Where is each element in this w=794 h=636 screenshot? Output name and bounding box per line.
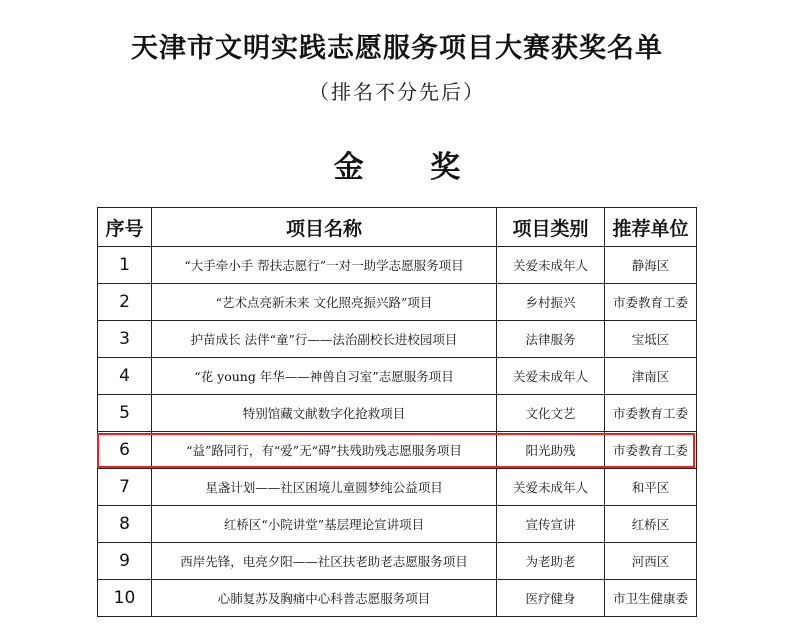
award-table <box>97 207 697 617</box>
table-row <box>98 580 697 617</box>
row-unit: 静海区 <box>605 247 697 284</box>
table-row <box>98 543 697 580</box>
row-project-name: 护苗成长 法伴“童”行——法治副校长进校园项目 <box>152 321 497 358</box>
table-row <box>98 358 697 395</box>
document-subtitle: （排名不分先后） <box>309 80 485 104</box>
header-recommending-unit: 推荐单位 <box>605 208 697 247</box>
table-row <box>98 284 697 321</box>
table-row <box>98 321 697 358</box>
row-unit: 市委教育工委 <box>605 432 697 469</box>
row-unit: 宝坻区 <box>605 321 697 358</box>
row-number: 3 <box>98 321 152 358</box>
row-project-name: 星盏计划——社区困境儿童圆梦纯公益项目 <box>152 469 497 506</box>
row-project-name: “艺术点亮新未来 文化照亮振兴路”项目 <box>152 284 497 321</box>
row-number: 8 <box>98 506 152 543</box>
row-number: 5 <box>98 395 152 432</box>
table-header-row <box>98 208 697 247</box>
row-category: 宣传宣讲 <box>497 506 605 543</box>
row-number: 7 <box>98 469 152 506</box>
document-title: 天津市文明实践志愿服务项目大赛获奖名单 <box>131 33 663 64</box>
row-project-name: 红桥区“小院讲堂”基层理论宣讲项目 <box>152 506 497 543</box>
row-number: 4 <box>98 358 152 395</box>
row-project-name: “益”路同行，有“爱”无“碍”扶残助残志愿服务项目 <box>152 432 497 469</box>
row-category: 关爱未成年人 <box>497 247 605 284</box>
row-category: 关爱未成年人 <box>497 358 605 395</box>
row-project-name: 心肺复苏及胸痛中心科普志愿服务项目 <box>152 580 497 617</box>
row-category: 乡村振兴 <box>497 284 605 321</box>
row-unit: 市委教育工委 <box>605 284 697 321</box>
row-unit: 红桥区 <box>605 506 697 543</box>
row-unit: 市委教育工委 <box>605 395 697 432</box>
row-category: 关爱未成年人 <box>497 469 605 506</box>
row-project-name: “大手牵小手 帮扶志愿行”一对一助学志愿服务项目 <box>152 247 497 284</box>
row-number: 1 <box>98 247 152 284</box>
row-number: 6 <box>98 432 152 469</box>
row-category: 文化文艺 <box>497 395 605 432</box>
table-row <box>98 506 697 543</box>
row-unit: 和平区 <box>605 469 697 506</box>
row-category: 法律服务 <box>497 321 605 358</box>
table-row <box>98 247 697 284</box>
header-number: 序号 <box>98 208 152 247</box>
row-project-name: 特别馆藏文献数字化抢救项目 <box>152 395 497 432</box>
award-level-heading: 金 奖 <box>333 150 489 185</box>
table-row <box>98 469 697 506</box>
header-project-category: 项目类别 <box>497 208 605 247</box>
row-unit: 河西区 <box>605 543 697 580</box>
row-category: 阳光助残 <box>497 432 605 469</box>
row-project-name: 西岸先锋，电亮夕阳——社区扶老助老志愿服务项目 <box>152 543 497 580</box>
row-category: 医疗健身 <box>497 580 605 617</box>
row-number: 10 <box>98 580 152 617</box>
row-number: 2 <box>98 284 152 321</box>
row-number: 9 <box>98 543 152 580</box>
table-row <box>98 395 697 432</box>
row-unit: 津南区 <box>605 358 697 395</box>
row-category: 为老助老 <box>497 543 605 580</box>
header-project-name: 项目名称 <box>152 208 497 247</box>
row-project-name: “花 young 年华——神兽自习室”志愿服务项目 <box>152 358 497 395</box>
table-row-highlighted <box>98 432 697 469</box>
row-unit: 市卫生健康委 <box>605 580 697 617</box>
